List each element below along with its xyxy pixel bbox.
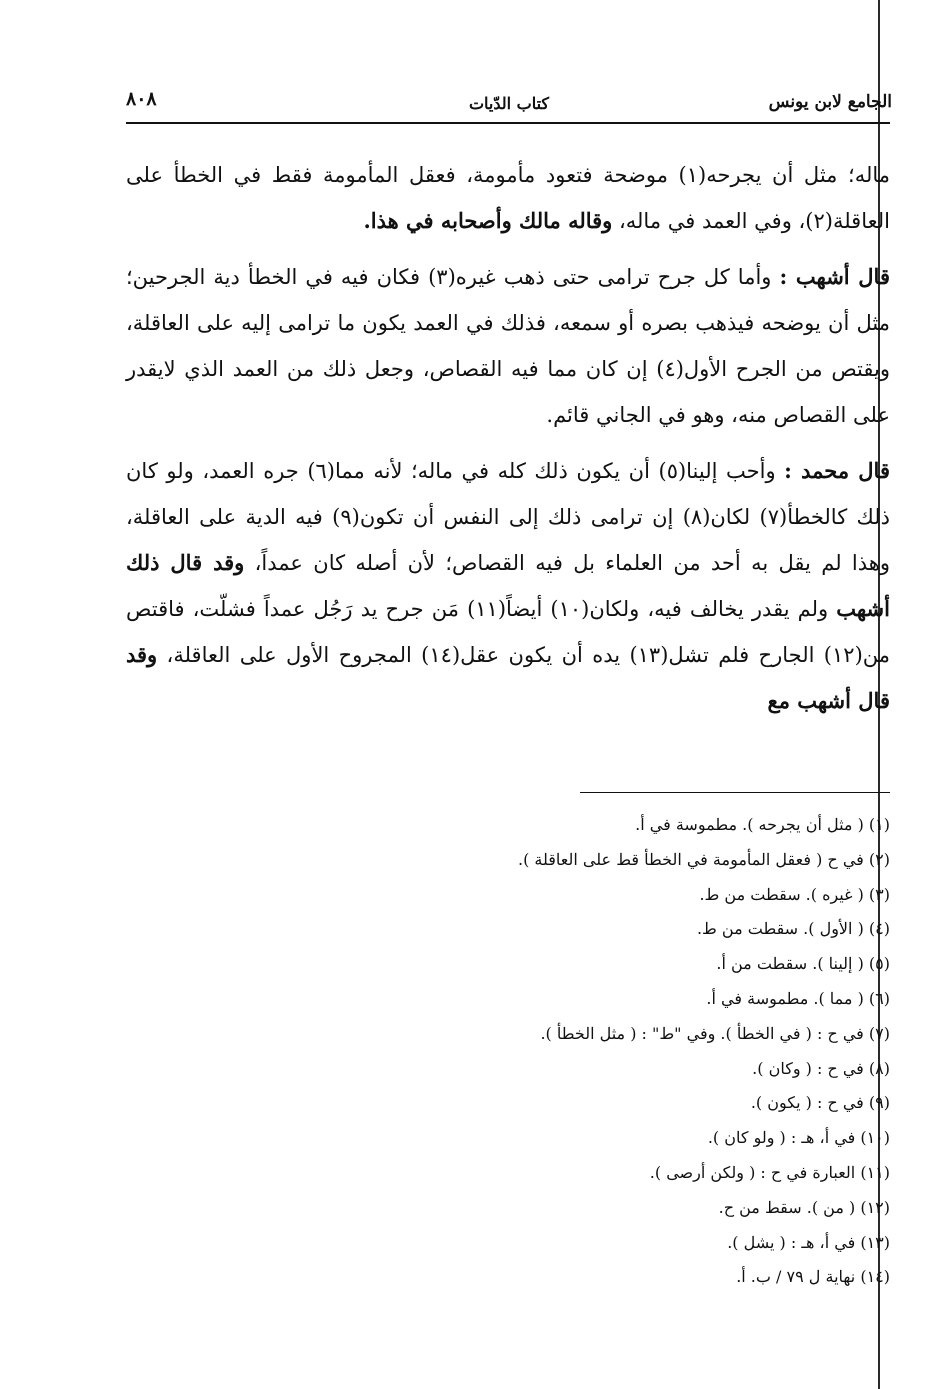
footnote: (٣) ( غيره ). سقطت من ط. (699, 884, 890, 904)
paragraph-text: وأما كل جرح ترامى حتى ذهب غيره(٣) فكان فيه في الخطأ دية الجرحين؛ مثل أن يوضحه فيذهب بصره أو سمعه، فذلك في العمد يكون ما ترامى إليه على العاقلة، ويقتص من الجرح الأول(٤) إن كان مما فيه القصاص، وجعل ذلك من العمد الذي لايقدر على القصاص منه، وهو في الجاني قائم. (126, 265, 890, 427)
footnotes (300, 808, 890, 1295)
speaker-label: قال محمد : (784, 458, 890, 483)
footnote: (٧) في ح : ( في الخطأ ). وفي "ط" : ( مثل الخطأ ). (540, 1023, 890, 1043)
page-header (126, 88, 892, 122)
speaker-label: قال أشهب : (779, 264, 890, 289)
footnote: (٢) في ح ( فعقل المأمومة في الخطأ قط على العاقلة ). (517, 849, 890, 869)
paragraph-3 (126, 448, 890, 724)
paragraph-text: وأحب إلينا(٥) أن يكون ذلك كله في ماله؛ لأنه مما(٦) جره العمد، ولو كان ذلك كالخطأ(٧) لكان(٨) إن ترامى ذلك إلى النفس أن تكون(٩) فيه الدية على العاقلة، وهذا لم يقل به أحد من العلماء بل فيه القصاص؛ لأن أصله كان عمداً، (126, 459, 891, 575)
paragraph-2 (126, 254, 890, 438)
footnote: (٦) ( مما ). مطموسة في أ. (706, 988, 890, 1008)
footnote: (١٤) نهاية ل ٧٩ / ب. أ. (736, 1267, 890, 1287)
running-book-title: الجامع لابن يونس (768, 92, 892, 112)
paragraph-1 (126, 152, 890, 244)
paragraph-text: ولم يقدر يخالف فيه، ولكان(١٠) أيضاً(١١) مَن جرح يد رَجُل عمداً فشلّت، فاقتص من(١٢) الجارح فلم تشل(١٣) يده أن يكون عقل(١٤) المجروح الأول على العاقلة، (126, 597, 890, 667)
main-text (126, 152, 890, 734)
footnote: (١٣) في أ، هـ : ( يشل ). (727, 1232, 890, 1252)
header-rule (126, 122, 890, 124)
footnote-separator (580, 792, 890, 793)
footnote: (١٢) ( من ). سقط من ح. (718, 1197, 890, 1217)
footnote: (١٠) في أ، هـ : ( ولو كان ). (707, 1128, 890, 1148)
paragraph-text: ماله؛ مثل أن يجرحه(١) موضحة فتعود مأمومة، فعقل المأمومة فقط في الخطأ على العاقلة(٢)، وفي العمد في ماله، (126, 163, 890, 233)
paragraph-emphasis: وقد قال أشهب مع (126, 642, 890, 713)
footnote: (٤) ( الأول ). سقطت من ط. (696, 919, 890, 939)
footnote: (٥) ( إلينا ). سقطت من أ. (716, 954, 890, 974)
page-number: ٨٠٨ (126, 88, 157, 110)
running-chapter-title: كتاب الدّيات (468, 94, 550, 113)
paragraph-emphasis: وقد قال ذلك أشهب (126, 550, 890, 621)
paragraph-emphasis: وقاله مالك وأصحابه في هذا. (363, 208, 613, 233)
footnote: (١) ( مثل أن يجرحه ). مطموسة في أ. (635, 815, 890, 834)
footnote: (١١) العبارة في ح : ( ولكن أرصى ). (649, 1162, 890, 1182)
footnote: (٩) في ح : ( يكون ). (750, 1093, 890, 1113)
footnote: (٨) في ح : ( وكان ). (752, 1058, 890, 1078)
